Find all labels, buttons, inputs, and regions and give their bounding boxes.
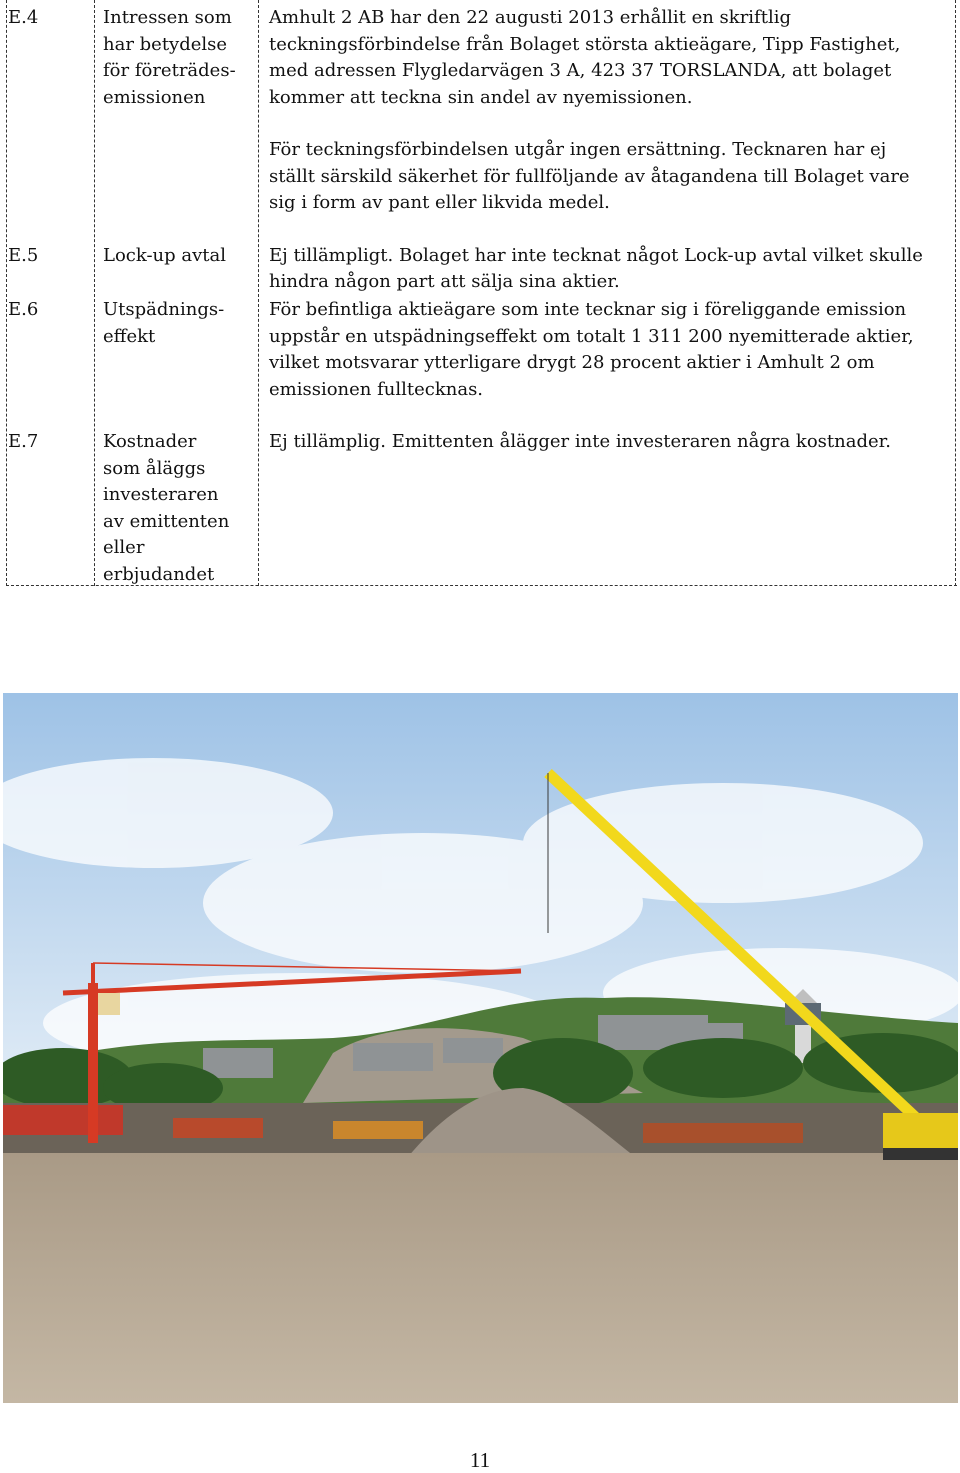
body-line: Amhult 2 AB har den 22 augusti 2013 erhållit en skriftlig xyxy=(269,7,791,28)
page-number: 11 xyxy=(469,1448,491,1472)
title-line: som åläggs xyxy=(103,457,206,479)
photo-illustration xyxy=(3,693,958,1403)
row-title xyxy=(103,243,253,270)
row-body xyxy=(269,243,959,293)
title-line: Kostnader xyxy=(103,431,197,452)
title-line: investeraren xyxy=(103,484,219,505)
row-title xyxy=(103,297,253,350)
body-line: Ej tillämpligt. Bolaget har inte tecknat något Lock-up avtal vilket skulle xyxy=(269,245,923,266)
row-code: E.4 xyxy=(8,7,39,28)
row-title xyxy=(103,429,253,588)
table-divider-2 xyxy=(258,0,259,586)
title-line: emissionen xyxy=(103,86,206,108)
row-body xyxy=(269,297,959,403)
body-line: kommer att teckna sin andel av nyemissionen. xyxy=(269,86,693,108)
body-line: emissionen fulltecknas. xyxy=(269,378,484,400)
table-divider-1 xyxy=(94,0,95,586)
body-line: För befintliga aktieägare som inte tecknar sig i föreliggande emission xyxy=(269,299,907,320)
construction-site-photo xyxy=(3,693,958,1403)
gravel-ground xyxy=(3,1153,958,1403)
body-line: ställt särskild säkerhet för fullföljande av åtagandena till Bolaget vare xyxy=(269,165,910,187)
body-line: För teckningsförbindelsen utgår ingen ersättning. Tecknaren har ej xyxy=(269,139,887,160)
body-line: vilket motsvarar ytterligare drygt 28 procent aktier i Amhult 2 om xyxy=(269,352,875,373)
container xyxy=(643,1123,803,1143)
body-line: Ej tillämplig. Emittenten ålägger inte investeraren några kostnader. xyxy=(269,431,891,452)
title-line: Intressen som xyxy=(103,7,232,28)
row-body xyxy=(269,5,959,111)
body-line: med adressen Flygledarvägen 3 A, 423 37 TORSLANDA, att bolaget xyxy=(269,60,892,81)
title-line: effekt xyxy=(103,325,156,347)
row-code: E.7 xyxy=(8,431,39,452)
row-body xyxy=(269,137,959,217)
body-line: hindra någon part att sälja sina aktier. xyxy=(269,270,620,292)
table-border-left xyxy=(6,0,7,586)
title-line: för företrädes- xyxy=(103,60,236,81)
title-line: Lock-up avtal xyxy=(103,245,227,266)
row-title xyxy=(103,5,253,111)
title-line: har betydelse xyxy=(103,33,228,55)
row-code: E.5 xyxy=(8,245,39,266)
title-line: erbjudandet xyxy=(103,563,215,585)
container xyxy=(173,1118,263,1138)
info-table xyxy=(6,0,957,586)
row-code: E.6 xyxy=(8,299,39,320)
body-line: sig i form av pant eller likvida medel. xyxy=(269,192,610,213)
title-line: av emittenten xyxy=(103,510,230,532)
body-line: uppstår en utspädningseffekt om totalt 1 311 200 nyemitterade aktier, xyxy=(269,325,914,347)
body-line: teckningsförbindelse från Bolaget största aktieägare, Tipp Fastighet, xyxy=(269,33,901,55)
title-line: Utspädnings- xyxy=(103,299,225,320)
container xyxy=(333,1121,423,1139)
title-line: eller xyxy=(103,537,145,558)
red-container xyxy=(3,1105,123,1135)
row-body xyxy=(269,429,959,456)
